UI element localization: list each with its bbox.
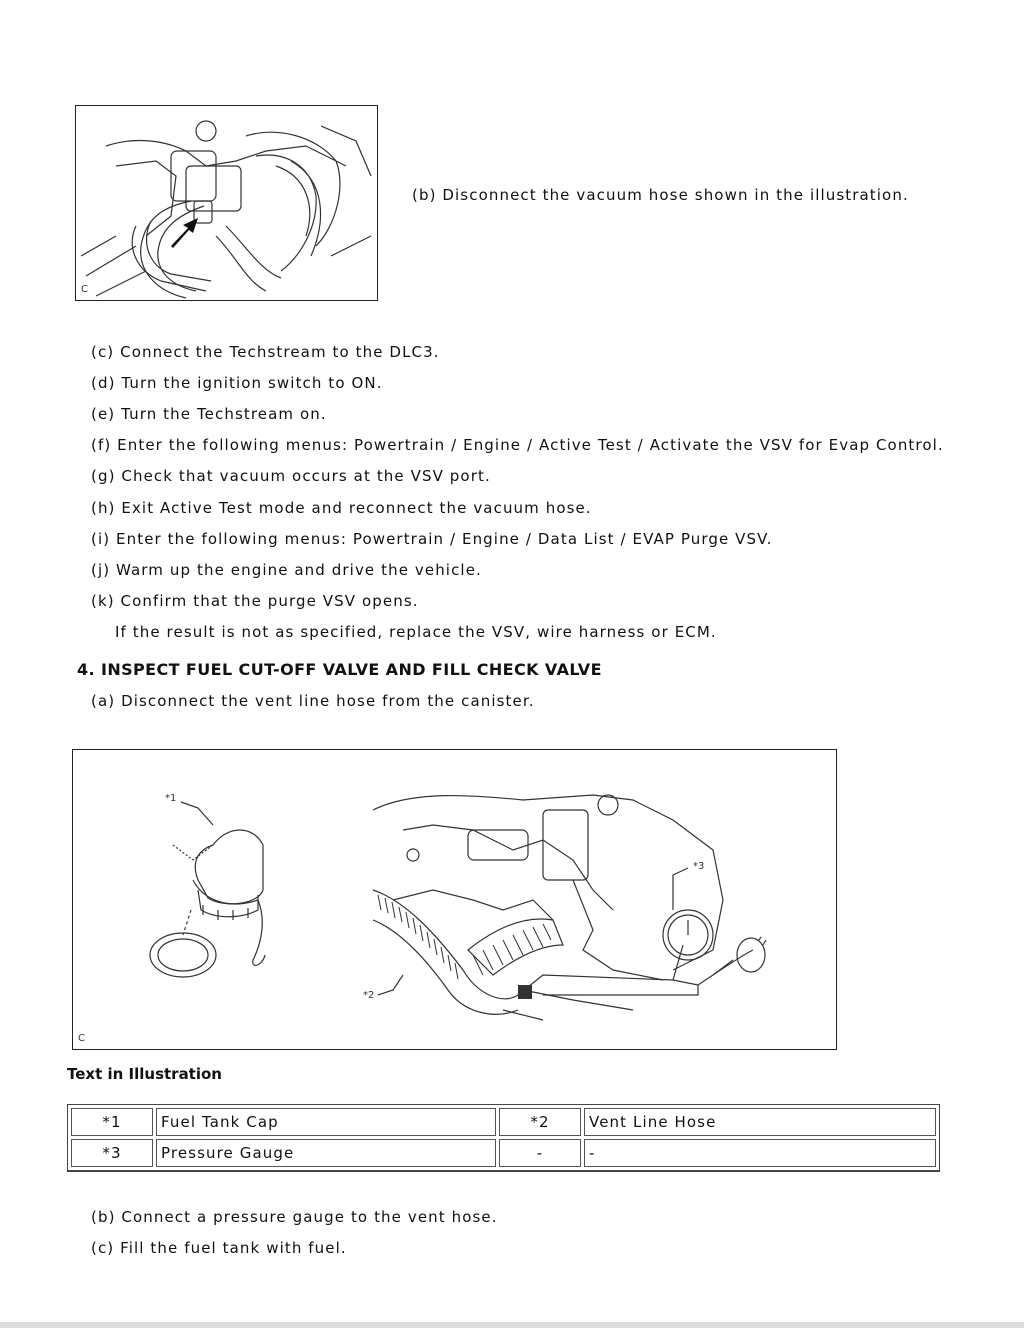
figure-corner-label: C — [81, 284, 88, 295]
vacuum-hose-drawing — [76, 106, 377, 300]
callout-3: *3 — [693, 861, 705, 872]
figure-pressure-gauge — [72, 749, 837, 1050]
figure1-caption: (b) Disconnect the vacuum hose shown in the illustration. — [412, 186, 909, 204]
step-i: (i) Enter the following menus: Powertrain / Engine / Data List / EVAP Purge VSV. — [91, 530, 773, 548]
legend-description: Pressure Gauge — [156, 1139, 496, 1167]
section-4-heading: 4. INSPECT FUEL CUT-OFF VALVE AND FILL CHECK VALVE — [77, 660, 602, 679]
legend-code: *2 — [499, 1108, 581, 1136]
legend-title: Text in Illustration — [67, 1065, 222, 1083]
figure-vacuum-hose — [75, 105, 378, 301]
section-4-step-a: (a) Disconnect the vent line hose from the canister. — [91, 692, 535, 710]
step-e: (e) Turn the Techstream on. — [91, 405, 327, 423]
legend-description: - — [584, 1139, 936, 1167]
legend-description: Vent Line Hose — [584, 1108, 936, 1136]
result-note: If the result is not as specified, replace the VSV, wire harness or ECM. — [115, 623, 717, 641]
step-d: (d) Turn the ignition switch to ON. — [91, 374, 383, 392]
legend-table — [67, 1104, 940, 1172]
legend-code: *1 — [71, 1108, 153, 1136]
callout-1: *1 — [165, 793, 177, 804]
legend-code: - — [499, 1139, 581, 1167]
legend-description: Fuel Tank Cap — [156, 1108, 496, 1136]
callout-2: *2 — [363, 990, 375, 1001]
step-j: (j) Warm up the engine and drive the vehicle. — [91, 561, 482, 579]
table-row — [71, 1139, 936, 1167]
step-c: (c) Connect the Techstream to the DLC3. — [91, 343, 440, 361]
section-4-step-b: (b) Connect a pressure gauge to the vent hose. — [91, 1208, 498, 1226]
legend-code: *3 — [71, 1139, 153, 1167]
page-bottom-divider — [0, 1322, 1024, 1328]
step-g: (g) Check that vacuum occurs at the VSV port. — [91, 467, 491, 485]
table-row — [71, 1108, 936, 1136]
step-k: (k) Confirm that the purge VSV opens. — [91, 592, 419, 610]
pressure-gauge-drawing — [73, 750, 836, 1049]
step-f: (f) Enter the following menus: Powertrain / Engine / Active Test / Activate the VSV for Evap Control. — [91, 436, 944, 454]
figure-corner-label: C — [78, 1033, 85, 1044]
section-4-step-c: (c) Fill the fuel tank with fuel. — [91, 1239, 347, 1257]
step-h: (h) Exit Active Test mode and reconnect the vacuum hose. — [91, 499, 592, 517]
